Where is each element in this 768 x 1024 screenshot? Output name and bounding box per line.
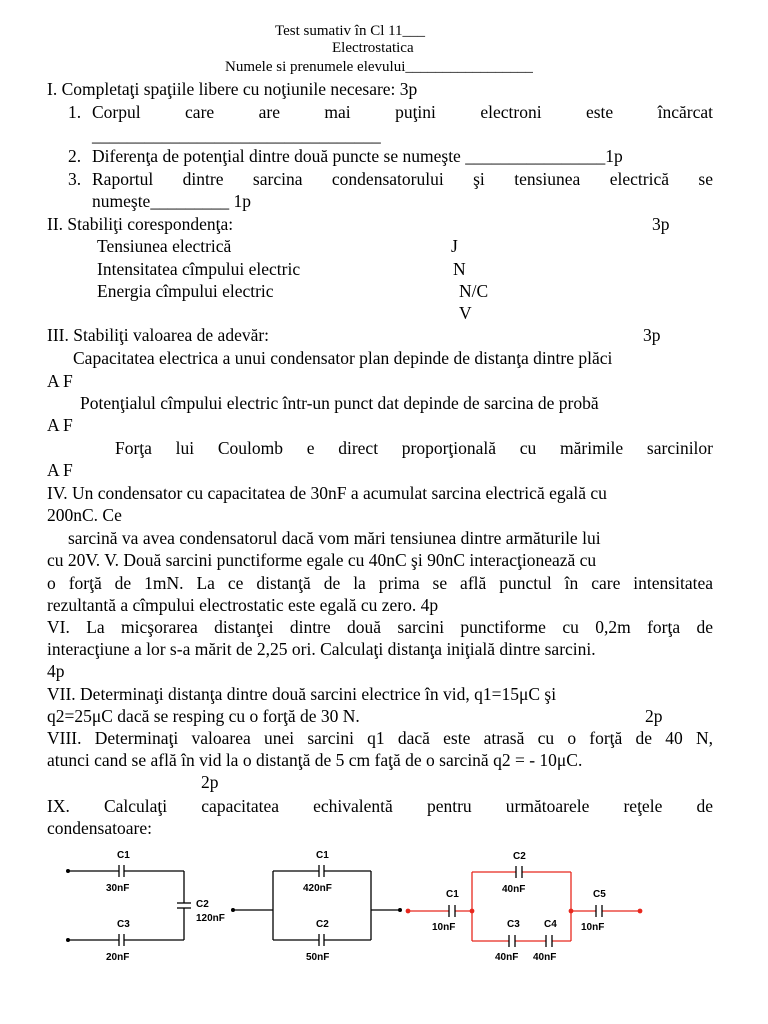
c1-c3-value: 20nF [106, 952, 130, 963]
c3-c2-label: C2 [513, 851, 526, 862]
c3-c2-value: 40nF [502, 884, 526, 895]
truth-af-1: A F [47, 371, 73, 391]
section-4-line-3: sarcină va avea condensatorul dacă vom mări tensiunea dintre armăturile lui [68, 528, 601, 548]
section-5-line-3: rezultantă a cîmpului electrostatic este egală cu zero. 4p [47, 595, 439, 615]
section-9-line-1: IX. Calculaţi capacitatea echivalentă pentru următoarele reţele de [47, 796, 713, 816]
match-left-1: Tensiunea electrică [97, 236, 232, 256]
c3-c3-label: C3 [507, 919, 520, 930]
subject-title: Electrostatica [332, 40, 414, 56]
section-1-heading: I. Completaţi spaţiile libere cu noţiunile necesare: 3p [47, 79, 418, 99]
c3-c3-value: 40nF [495, 952, 519, 963]
q1-text: Corpul care are mai puţini electroni este încărcat [92, 102, 713, 122]
q1-number: 1. [68, 102, 82, 122]
truth-af-3: A F [47, 460, 73, 480]
section-2-heading: II. Stabiliţi corespondenţa: [47, 214, 234, 234]
section-8-line-1: VIII. Determinaţi valoarea unei sarcini q1 dacă este atrasă cu o forţă de 40 N, [47, 728, 713, 748]
section-8-points: 2p [201, 772, 219, 792]
section-5-line-2: o forţă de 1mN. La ce distanţă de la prima se află punctul în care intensitatea [47, 573, 713, 593]
section-8-line-2: atunci cand se află în vid la o distanţă de 5 cm faţă de o sarcină q2 = - 10μC. [47, 750, 583, 770]
match-left-2: Intensitatea cîmpului electric [97, 259, 301, 279]
c1-c2-value: 120nF [196, 913, 225, 924]
c3-c1-value: 10nF [432, 922, 456, 933]
c1-c1-label: C1 [117, 850, 130, 861]
q2-number: 2. [68, 146, 82, 166]
section-7-points: 2p [645, 706, 663, 726]
section-9-line-2: condensatoare: [47, 818, 152, 838]
circuit-2 [233, 865, 400, 946]
q1-answer-line: _________________________________ [92, 125, 381, 145]
match-right-1: J [451, 236, 458, 256]
circuit-1 [68, 865, 191, 946]
c3-c5-value: 10nF [581, 922, 605, 933]
match-right-3: N/C [459, 281, 489, 301]
c3-c4-label: C4 [544, 919, 557, 930]
match-right-2: N [453, 259, 466, 279]
section-6-line-1: VI. La micşorarea distanţei dintre două sarcini punctiforme cu 0,2m forţa de [47, 617, 713, 637]
section-7-line-1: VII. Determinaţi distanţa dintre două sarcini electrice în vid, q1=15μC şi [47, 684, 557, 704]
c1-c2-label: C2 [196, 899, 209, 910]
circuit-3 [408, 866, 640, 947]
section-4-line-2: 200nC. Ce [47, 505, 122, 525]
section-4-line-4: cu 20V. V. Două sarcini punctiforme egale cu 40nC şi 90nC interacţionează cu [47, 550, 597, 570]
section-7-line-2: q2=25μC dacă se resping cu o forţă de 30 N. [47, 706, 360, 726]
section-4-line-1: IV. Un condensator cu capacitatea de 30nF a acumulat sarcina electrică egală cu [47, 483, 607, 503]
section-2-points: 3p [652, 214, 670, 234]
c2-c1-label: C1 [316, 850, 329, 861]
c3-c5-label: C5 [593, 889, 606, 900]
truth-af-2: A F [47, 415, 73, 435]
q3-text-b: numeşte_________ 1p [92, 191, 251, 211]
c1-c1-value: 30nF [106, 883, 130, 894]
c2-c2-label: C2 [316, 919, 329, 930]
c2-c2-value: 50nF [306, 952, 330, 963]
c3-c1-label: C1 [446, 889, 459, 900]
truth-statement-3: Forţa lui Coulomb e direct proporţională cu mărimile sarcinilor [115, 438, 713, 458]
section-3-points: 3p [643, 325, 661, 345]
c3-c4-value: 40nF [533, 952, 557, 963]
c1-c3-label: C3 [117, 919, 130, 930]
section-6-line-3: 4p [47, 661, 65, 681]
q2-text: Diferenţa de potenţial dintre două puncte se numeşte ________________1p [92, 146, 623, 166]
match-left-3: Energia cîmpului electric [97, 281, 274, 301]
q3-text-a: Raportul dintre sarcina condensatorului şi tensiunea electrică se [92, 169, 713, 189]
c2-c1-value: 420nF [303, 883, 332, 894]
truth-statement-2: Potenţialul cîmpului electric într-un punct dat depinde de sarcina de probă [80, 393, 599, 413]
student-name-field: Numele si prenumele elevului_________________ [225, 59, 533, 75]
match-right-4: V [459, 303, 472, 323]
truth-statement-1: Capacitatea electrica a unui condensator plan depinde de distanţa dintre plăci [73, 348, 613, 368]
test-title: Test sumativ în Cl 11___ [275, 23, 426, 39]
q3-number: 3. [68, 169, 82, 189]
section-3-heading: III. Stabiliţi valoarea de adevăr: [47, 325, 270, 345]
section-6-line-2: interacţiune a lor s-a mărit de 2,25 ori. Calculaţi distanţa iniţială dintre sarcini. [47, 639, 596, 659]
